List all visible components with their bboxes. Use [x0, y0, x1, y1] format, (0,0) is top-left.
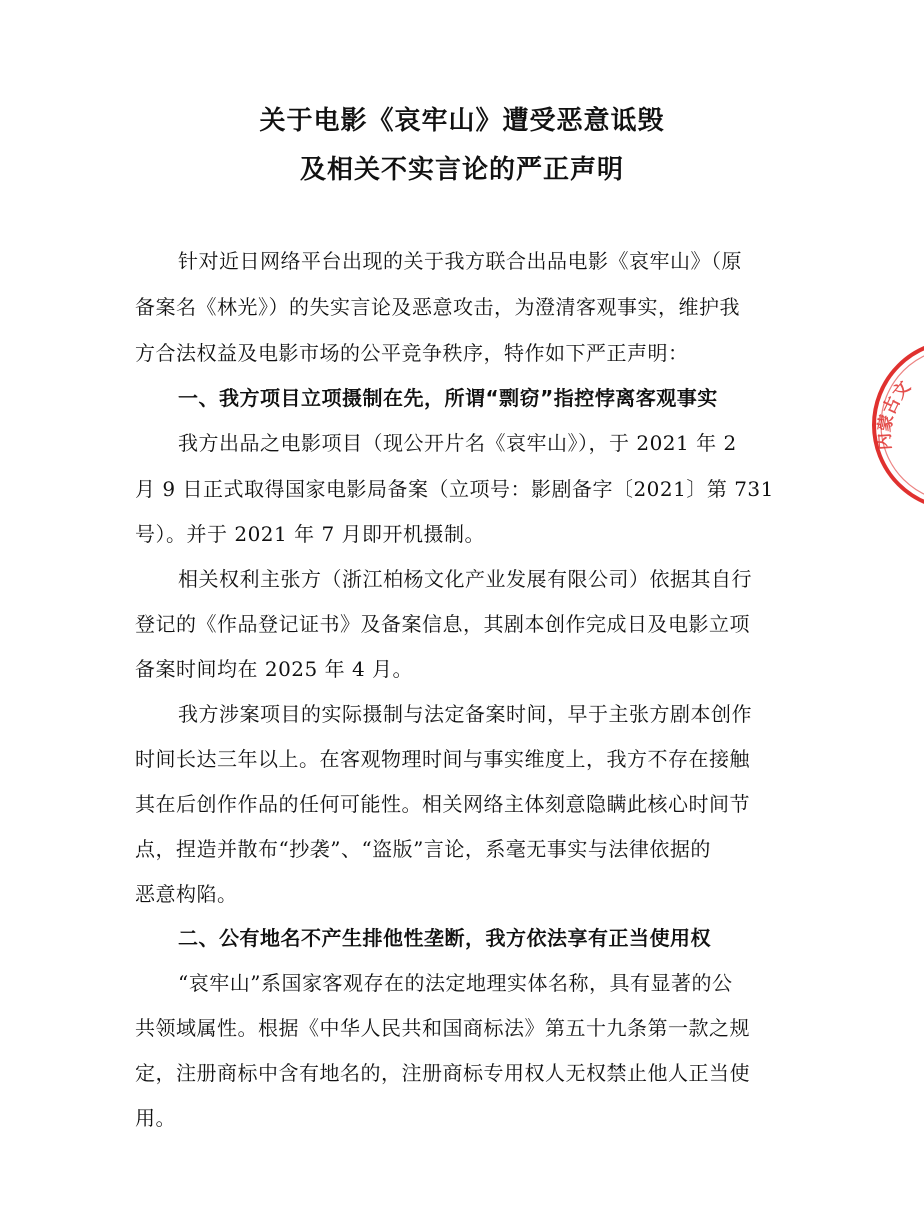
section-1-p1-line-2: 月 9 日正式取得国家电影局备案（立项号：影剧备字〔2021〕第 731 [135, 477, 774, 501]
section-2-p1-line-3: 定，注册商标中含有地名的，注册商标专用权人无权禁止他人正当使 [135, 1061, 750, 1085]
section-1-p3-line-5: 恶意构陷。 [135, 882, 238, 906]
intro-line-3: 方合法权益及电影市场的公平竞争秩序，特作如下严正声明： [135, 341, 689, 365]
section-1-p2-line-2: 登记的《作品登记证书》及备案信息，其剧本创作完成日及电影立项 [135, 612, 750, 636]
section-1-p3-line-3: 其在后创作作品的任何可能性。相关网络主体刻意隐瞒此核心时间节 [135, 792, 750, 816]
section-1-p3-line-2: 时间长达三年以上。在客观物理时间与事实维度上，我方不存在接触 [135, 747, 750, 771]
section-1-p3-line-1: 我方涉案项目的实际摄制与法定备案时间，早于主张方剧本创作 [178, 702, 752, 726]
intro-line-1: 针对近日网络平台出现的关于我方联合出品电影《哀牢山》（原 [178, 249, 742, 273]
section-1-p1-line-1: 我方出品之电影项目（现公开片名《哀牢山》），于 2021 年 2 [178, 431, 737, 455]
section-1-p2-line-3: 备案时间均在 2025 年 4 月。 [135, 657, 414, 681]
section-2-p1-line-4: 用。 [135, 1106, 176, 1130]
section-1-heading: 一、我方项目立项摄制在先，所谓“剽窃”指控悖离客观事实 [178, 386, 718, 410]
seal-text: 内蒙古文 [874, 377, 915, 451]
section-2-p1-line-1: “哀牢山”系国家客观存在的法定地理实体名称，具有显著的公 [178, 971, 733, 995]
section-1-p2-line-1: 相关权利主张方（浙江柏杨文化产业发展有限公司）依据其自行 [178, 567, 752, 591]
section-2-p1-line-2: 共领域属性。根据《中华人民共和国商标法》第五十九条第一款之规 [135, 1016, 750, 1040]
section-1-p1-line-3: 号）。并于 2021 年 7 月即开机摄制。 [135, 522, 486, 546]
section-1-p3-line-4: 点，捏造并散布“抄袭”、“盗版”言论，系毫无事实与法律依据的 [135, 837, 711, 861]
official-seal-stamp [868, 335, 924, 515]
intro-line-2: 备案名《林光》）的失实言论及恶意攻击，为澄清客观事实，维护我 [135, 295, 740, 319]
section-2-heading: 二、公有地名不产生排他性垄断，我方依法享有正当使用权 [178, 926, 711, 950]
document-title-line-1: 关于电影《哀牢山》遭受恶意诋毁 [259, 106, 665, 136]
document-title-line-2: 及相关不实言论的严正声明 [299, 155, 624, 185]
